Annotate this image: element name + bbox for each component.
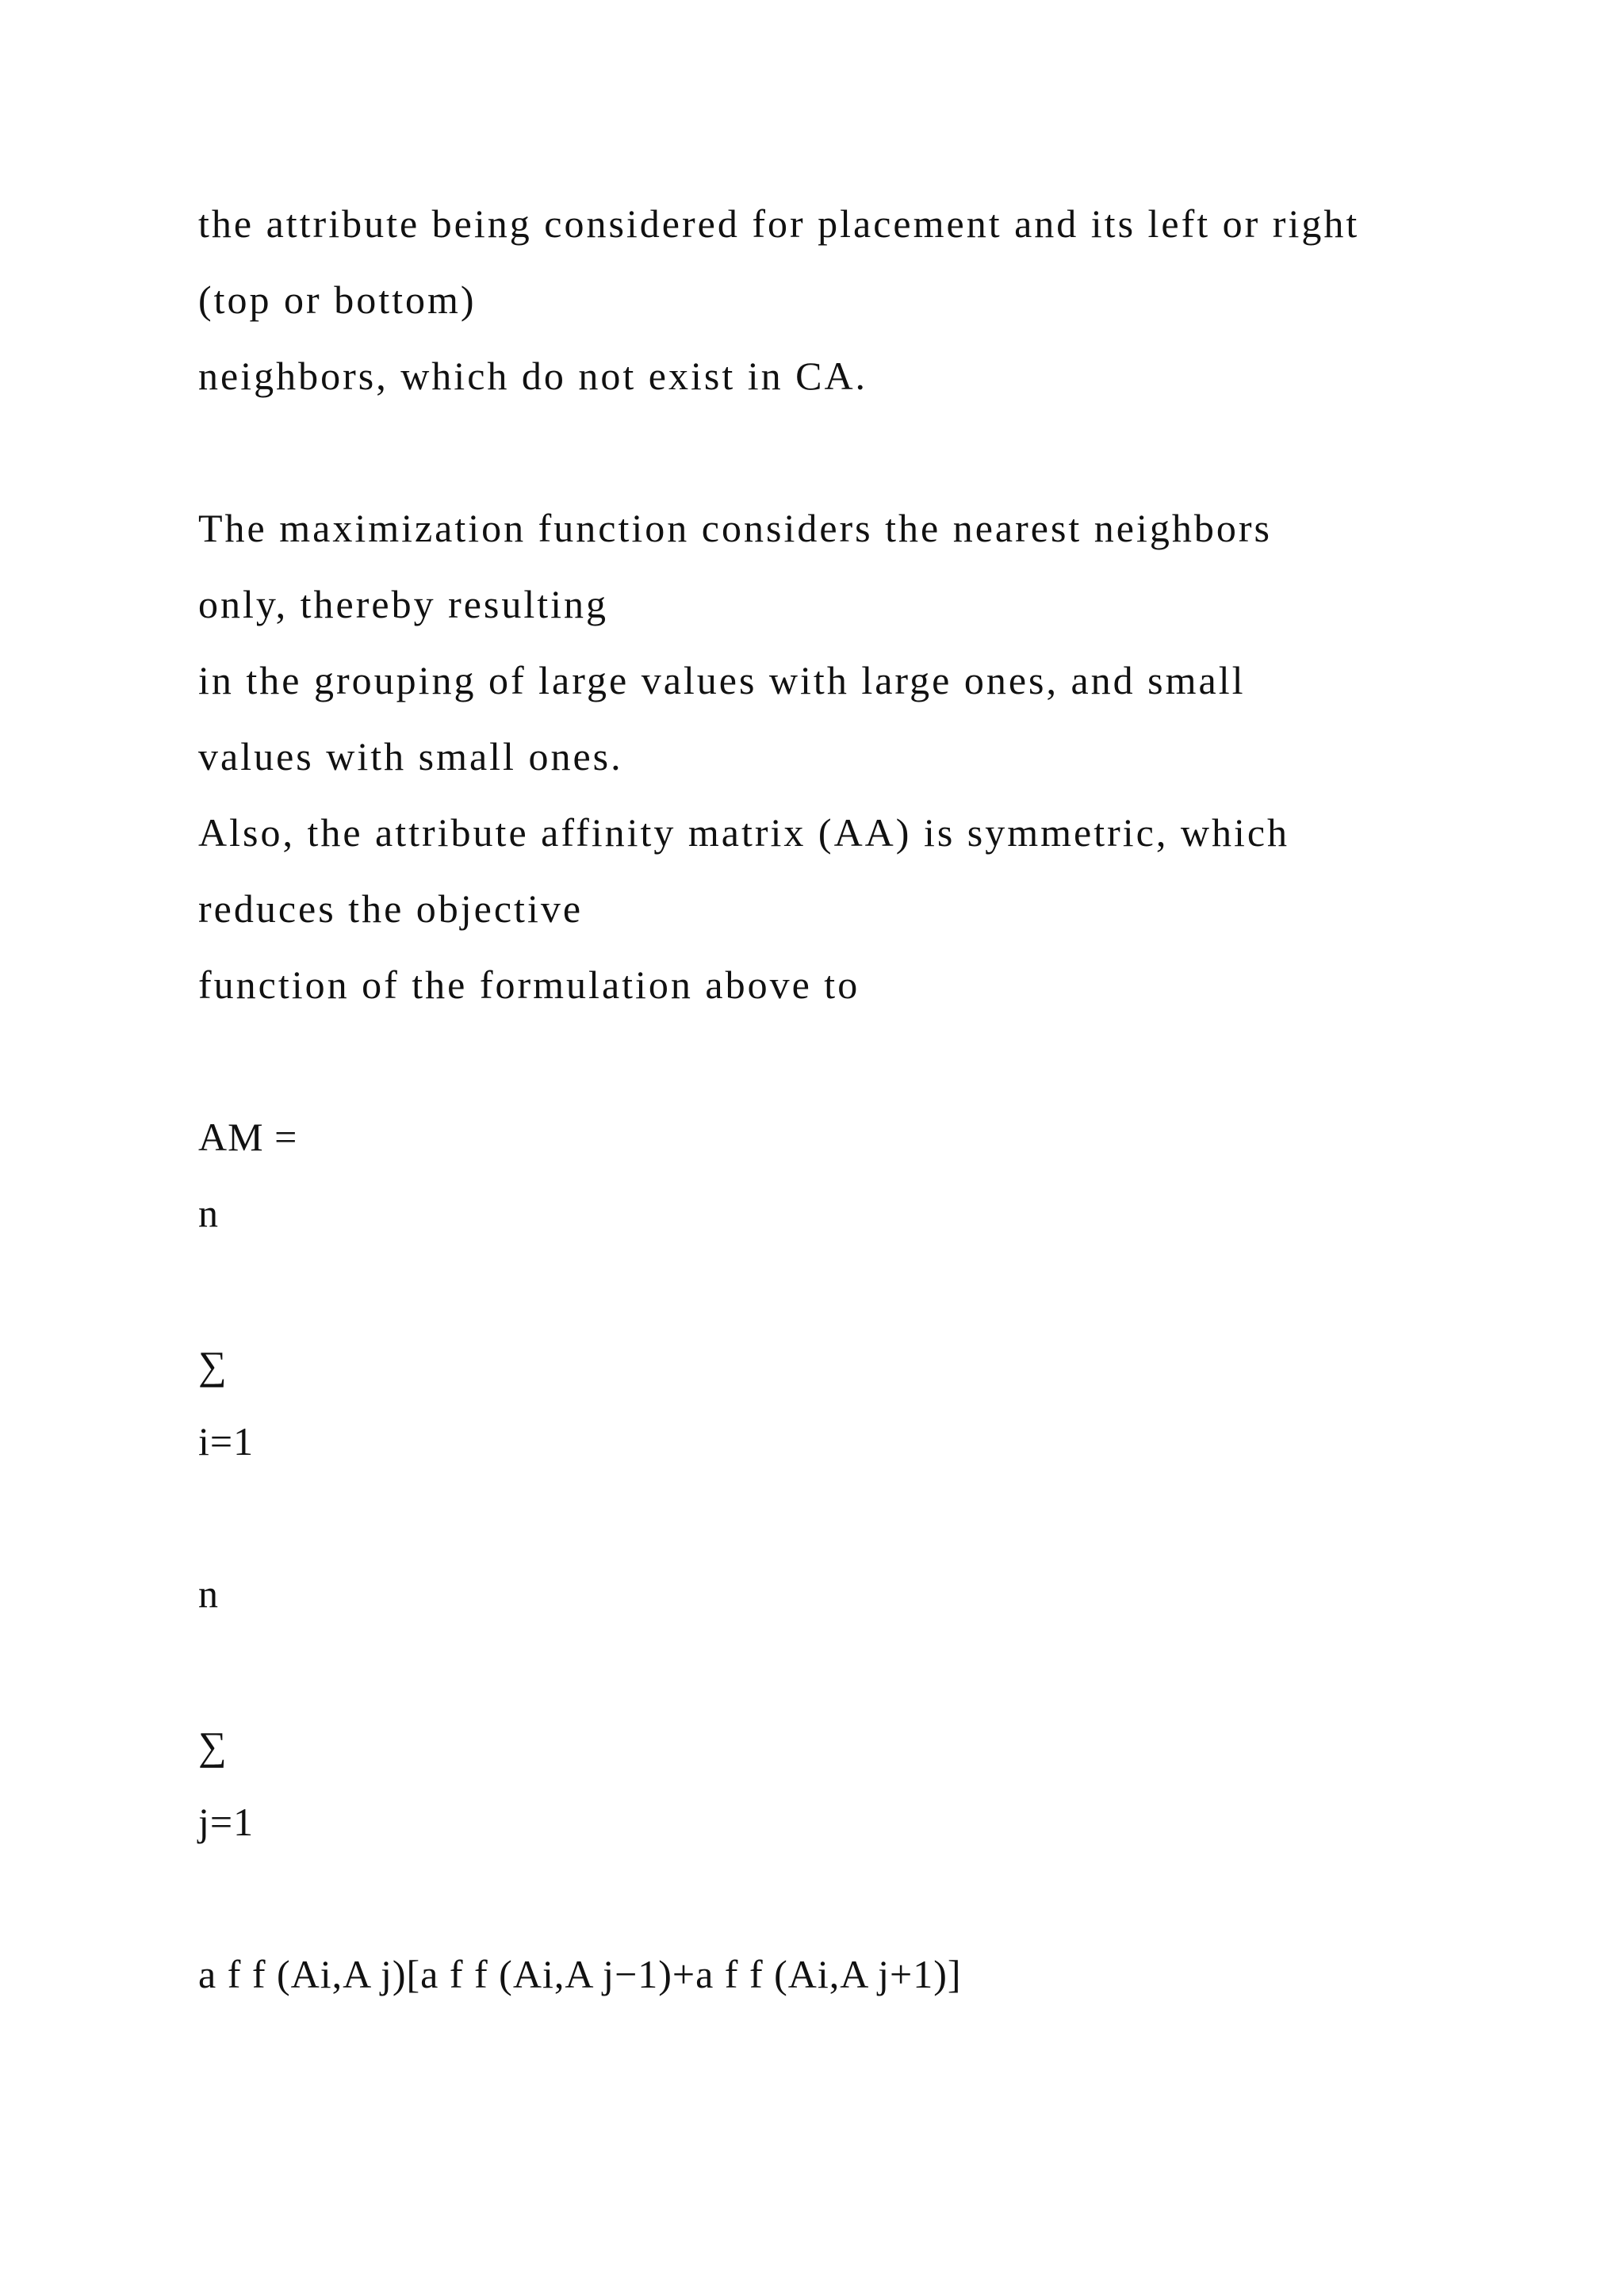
- formula-lower-limit: j=1: [198, 1800, 255, 1844]
- text-line: neighbors, which do not exist in CA.: [198, 354, 868, 398]
- text-line: reduces the objective: [198, 886, 584, 931]
- text-line: in the grouping of large values with large ones, and small: [198, 658, 1246, 702]
- text-line: function of the formulation above to: [198, 962, 860, 1007]
- text-line: values with small ones.: [198, 734, 623, 779]
- text-line: (top or bottom): [198, 277, 477, 322]
- formula-lower-limit: i=1: [198, 1419, 255, 1464]
- text-line: only, thereby resulting: [198, 582, 609, 626]
- summation-symbol: ∑: [198, 1343, 228, 1387]
- text-line: the attribute being considered for placement and its left or right: [198, 201, 1360, 246]
- formula-lhs: AM =: [198, 1115, 298, 1159]
- formula-term: a f f (Ai,A j)[a f f (Ai,A j−1)+a f f (Ai,A j+1)]: [198, 1952, 962, 1996]
- formula-upper-limit: n: [198, 1571, 219, 1616]
- formula-upper-limit: n: [198, 1191, 219, 1235]
- text-line: Also, the attribute affinity matrix (AA) is symmetric, which: [198, 810, 1290, 855]
- text-line: The maximization function considers the nearest neighbors: [198, 506, 1272, 550]
- summation-symbol: ∑: [198, 1724, 228, 1768]
